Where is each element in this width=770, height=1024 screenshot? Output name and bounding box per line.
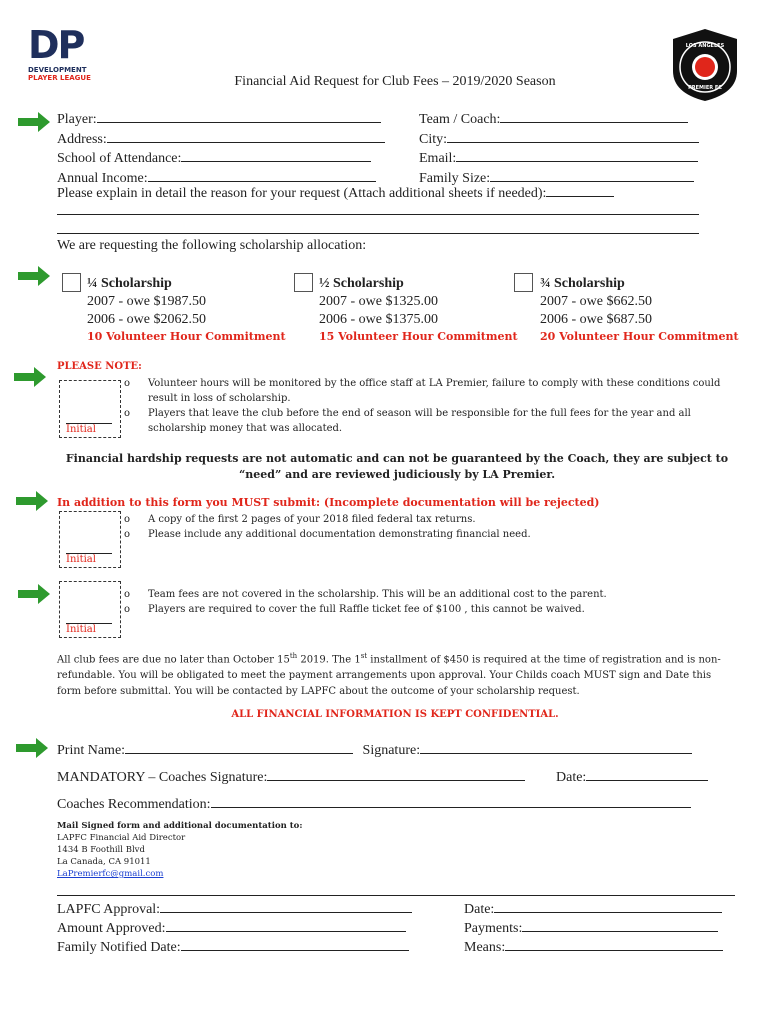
city-label: City: bbox=[419, 131, 448, 147]
player-label: Player: bbox=[57, 112, 97, 127]
notified-label: Family Notified Date: bbox=[57, 940, 181, 955]
mail-block bbox=[57, 820, 303, 880]
divider bbox=[57, 895, 735, 896]
signature-label: Signature: bbox=[362, 743, 421, 758]
initial-label: Initial bbox=[66, 424, 96, 435]
family-size-label: Family Size: bbox=[419, 170, 491, 186]
confidential-note: ALL FINANCIAL INFORMATION IS KEPT CONFIDENTIAL. bbox=[231, 709, 559, 720]
payments-field[interactable] bbox=[522, 919, 718, 932]
due-text: All club fees are due no later than October 15 bbox=[57, 654, 290, 666]
coach-date-label: Date: bbox=[556, 770, 587, 785]
amount-label: Amount Approved: bbox=[57, 921, 166, 936]
coach-date-row bbox=[556, 768, 708, 786]
submit-list bbox=[124, 512, 724, 542]
income-label: Annual Income: bbox=[57, 170, 148, 186]
initial-label: Initial bbox=[66, 554, 96, 565]
coach-signature-label: MANDATORY – Coaches Signature: bbox=[57, 770, 268, 785]
means-field[interactable] bbox=[505, 938, 723, 951]
family-size-field[interactable] bbox=[490, 169, 694, 182]
due-text: installment of $450 is required at the time of registration and is non-refundable. You will be obligated to meet the payment arrangements upon approval. Your Childs coach MUST sign and Date this form before submittal. You will be contacted by LAPFC about the outcome of your scholarship request. bbox=[57, 654, 721, 698]
signature-field[interactable] bbox=[420, 741, 692, 754]
print-name-row bbox=[57, 741, 692, 759]
mail-line: 1434 B Foothill Blvd bbox=[57, 845, 145, 855]
arrow-icon bbox=[16, 738, 48, 758]
scholarship-hours: 20 Volunteer Hour Commitment bbox=[540, 330, 739, 343]
due-sup: st bbox=[360, 652, 368, 660]
explain-label: Please explain in detail the reason for your request (Attach additional sheets if needed): bbox=[57, 186, 547, 201]
email-label: Email: bbox=[419, 151, 457, 166]
school-field[interactable] bbox=[181, 149, 371, 162]
school-label: School of Attendance: bbox=[57, 151, 182, 166]
due-sup: th bbox=[289, 652, 298, 660]
initial-box[interactable] bbox=[59, 380, 121, 438]
crest-top-text: LOS ANGELES bbox=[685, 43, 725, 49]
due-text: 2019. The 1 bbox=[297, 654, 361, 666]
please-note-label: PLEASE NOTE: bbox=[57, 361, 142, 372]
explain-field[interactable] bbox=[546, 184, 614, 197]
arrow-icon bbox=[18, 584, 50, 604]
list-item: o Volunteer hours will be monitored by the office staff at LA Premier, failure to comply with these conditions could result in loss of scholarship. bbox=[124, 376, 724, 406]
arrow-icon bbox=[18, 112, 50, 132]
info-right bbox=[419, 110, 699, 188]
notified-field[interactable] bbox=[181, 938, 409, 951]
arrow-icon bbox=[16, 491, 48, 511]
submit-heading: In addition to this form you MUST submit: (Incomplete documentation will be rejected) bbox=[57, 496, 600, 509]
team-coach-label: Team / Coach: bbox=[419, 112, 501, 127]
coach-signature-field[interactable] bbox=[267, 768, 525, 781]
explain-line-3[interactable] bbox=[57, 233, 699, 234]
list-item: o Please include any additional documentation demonstrating financial need. bbox=[124, 527, 724, 542]
mail-line: LAPFC Financial Aid Director bbox=[57, 833, 186, 843]
scholarship-2006: 2006 - owe $687.50 bbox=[540, 312, 652, 327]
coach-rec-label: Coaches Recommendation: bbox=[57, 797, 211, 812]
explain-row bbox=[57, 184, 614, 202]
crest-bottom-text: PREMIER FC bbox=[688, 85, 722, 91]
quarter-scholarship bbox=[87, 275, 206, 329]
scholarship-title: ¾ Scholarship bbox=[540, 276, 625, 291]
payments-label: Payments: bbox=[464, 921, 523, 936]
office-right bbox=[464, 900, 723, 957]
scholarship-2006: 2006 - owe $2062.50 bbox=[87, 312, 206, 327]
scholarship-2007: 2007 - owe $1987.50 bbox=[87, 294, 206, 309]
approval-field[interactable] bbox=[160, 900, 412, 913]
info-left bbox=[57, 110, 385, 188]
quarter-scholarship-checkbox[interactable] bbox=[62, 273, 81, 292]
initial-box[interactable] bbox=[59, 581, 121, 638]
initial-box[interactable] bbox=[59, 511, 121, 568]
mail-line: La Canada, CA 91011 bbox=[57, 857, 151, 867]
list-item: o Players are required to cover the full Raffle ticket fee of $100 , this cannot be waived. bbox=[124, 602, 724, 617]
coach-rec-row bbox=[57, 795, 691, 813]
coach-rec-field[interactable] bbox=[211, 795, 691, 808]
mail-heading: Mail Signed form and additional documentation to: bbox=[57, 821, 303, 831]
dp-logo-line1: DEVELOPMENT bbox=[28, 66, 87, 74]
please-note-list bbox=[124, 376, 724, 436]
amount-field[interactable] bbox=[166, 919, 406, 932]
player-field[interactable] bbox=[97, 110, 381, 123]
allocation-heading: We are requesting the following scholarship allocation: bbox=[57, 238, 367, 253]
three-quarter-scholarship-checkbox[interactable] bbox=[514, 273, 533, 292]
office-left bbox=[57, 900, 412, 957]
office-date-label: Date: bbox=[464, 902, 495, 917]
print-name-label: Print Name: bbox=[57, 743, 126, 758]
club-crest bbox=[667, 27, 743, 103]
explain-line-2[interactable] bbox=[57, 214, 699, 215]
scholarship-2006: 2006 - owe $1375.00 bbox=[319, 312, 438, 327]
list-item: o Players that leave the club before the end of season will be responsible for the full fees for the year and all scholarship money that was allocated. bbox=[124, 406, 724, 436]
initial-label: Initial bbox=[66, 624, 96, 635]
office-date-field[interactable] bbox=[494, 900, 722, 913]
list-item: o Team fees are not covered in the scholarship. This will be an additional cost to the parent. bbox=[124, 587, 724, 602]
scholarship-hours: 15 Volunteer Hour Commitment bbox=[319, 330, 518, 343]
team-coach-field[interactable] bbox=[500, 110, 688, 123]
print-name-field[interactable] bbox=[125, 741, 353, 754]
arrow-icon bbox=[14, 367, 46, 387]
coach-date-field[interactable] bbox=[586, 768, 708, 781]
list-item: o A copy of the first 2 pages of your 2018 filed federal tax returns. bbox=[124, 512, 724, 527]
three-quarter-scholarship bbox=[540, 275, 652, 329]
dp-logo-line2: PLAYER LEAGUE bbox=[28, 74, 91, 82]
address-field[interactable] bbox=[107, 130, 385, 143]
fees-list bbox=[124, 587, 724, 617]
half-scholarship bbox=[319, 275, 438, 329]
scholarship-title: ¼ Scholarship bbox=[87, 276, 172, 291]
city-field[interactable] bbox=[447, 130, 699, 143]
address-label: Address: bbox=[57, 131, 107, 147]
email-field[interactable] bbox=[456, 149, 698, 162]
means-label: Means: bbox=[464, 940, 506, 955]
hardship-note: Financial hardship requests are not automatic and can not be guaranteed by the Coach, they are subject to “need” and are reviewed judiciously by LA Premier. bbox=[65, 452, 729, 481]
approval-label: LAPFC Approval: bbox=[57, 902, 161, 917]
mail-email-link[interactable]: LaPremierfc@gmail.com bbox=[57, 869, 164, 879]
coach-signature-row bbox=[57, 768, 525, 786]
scholarship-hours: 10 Volunteer Hour Commitment bbox=[87, 330, 286, 343]
scholarship-title: ½ Scholarship bbox=[319, 276, 404, 291]
due-paragraph bbox=[57, 648, 737, 700]
scholarship-2007: 2007 - owe $1325.00 bbox=[319, 294, 438, 309]
page-title: Financial Aid Request for Club Fees – 2019/2020 Season bbox=[234, 74, 556, 89]
scholarship-2007: 2007 - owe $662.50 bbox=[540, 294, 652, 309]
half-scholarship-checkbox[interactable] bbox=[294, 273, 313, 292]
income-field[interactable] bbox=[148, 169, 376, 182]
dp-logo-letters: DP bbox=[28, 23, 84, 67]
arrow-icon bbox=[18, 266, 50, 286]
